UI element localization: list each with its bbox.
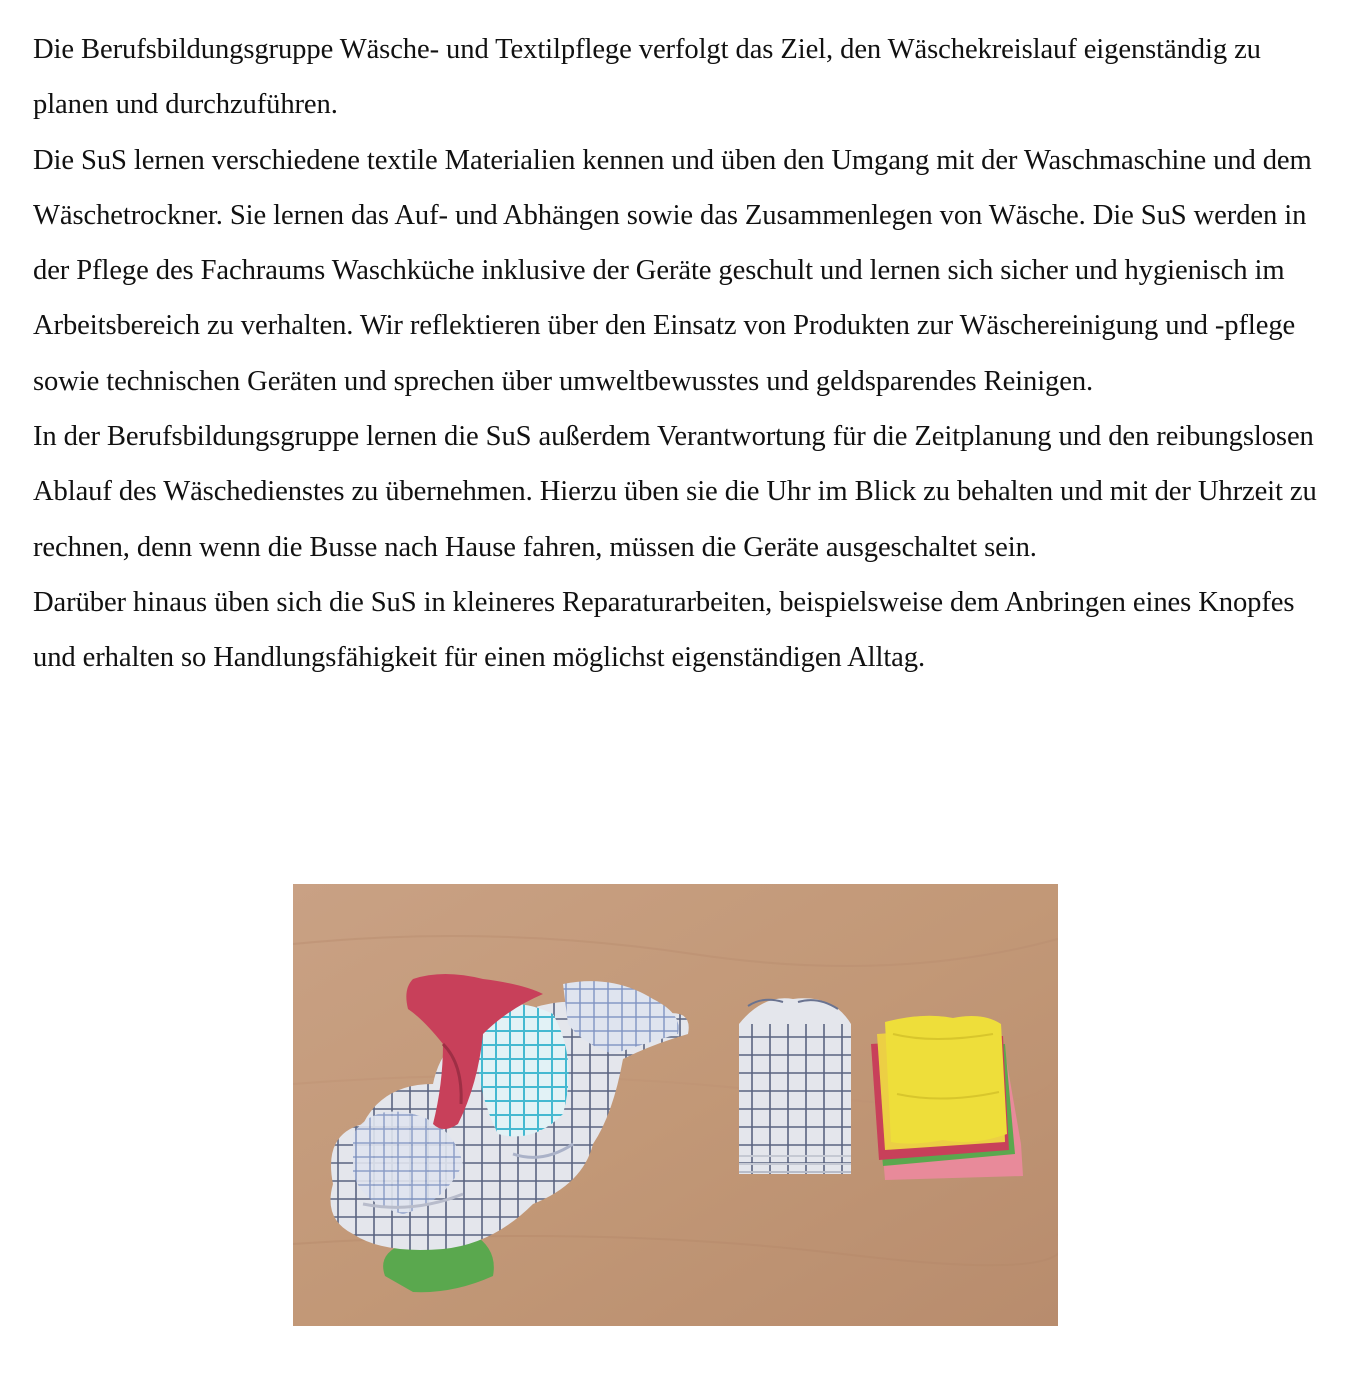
folded-cloths-stack [871, 1016, 1023, 1180]
paragraph-time-planning: In der Berufsbildungsgruppe lernen die SuS außerdem Verantwortung für die Zeitplanung und den reibungslosen Ablauf des Wäschedienstes zu übernehmen. Hierzu üben sie die Uhr im Blick zu behalten und mit der Uhrzeit zu rechnen, denn wenn die Busse nach Hause fahren, müssen die Geräte ausgeschaltet sein. [33, 421, 1317, 563]
laundry-photo [293, 884, 1058, 1326]
folded-tea-towels-stack [739, 998, 851, 1174]
paragraph-skills: Die SuS lernen verschiedene textile Materialien kennen und üben den Umgang mit der Waschmaschine und dem Wäschetrockner. Sie lernen das Auf- und Abhängen sowie das Zusammenlegen von Wäsche. Die SuS werden in der Pflege des Fachraums Waschküche inklusive der Geräte geschult und lernen sich sicher und hygienisch im Arbeitsbereich zu verhalten. Wir reflektieren über den Einsatz von Produkten zur Wäschereinigung und -pflege sowie technischen Geräten und sprechen über umweltbewusstes und geldsparendes Reinigen. [33, 144, 1312, 397]
paragraph-goal: Die Berufsbildungsgruppe Wäsche- und Textilpflege verfolgt das Ziel, den Wäschekreislauf eigenständig zu planen und durchzuführen. [33, 34, 1261, 121]
article-text [33, 22, 1323, 686]
paragraph-repairs: Darüber hinaus üben sich die SuS in kleineres Reparaturarbeiten, beispielsweise dem Anbringen eines Knopfes und erhalten so Handlungsfähigkeit für einen möglichst eigenständigen Alltag. [33, 586, 1295, 674]
